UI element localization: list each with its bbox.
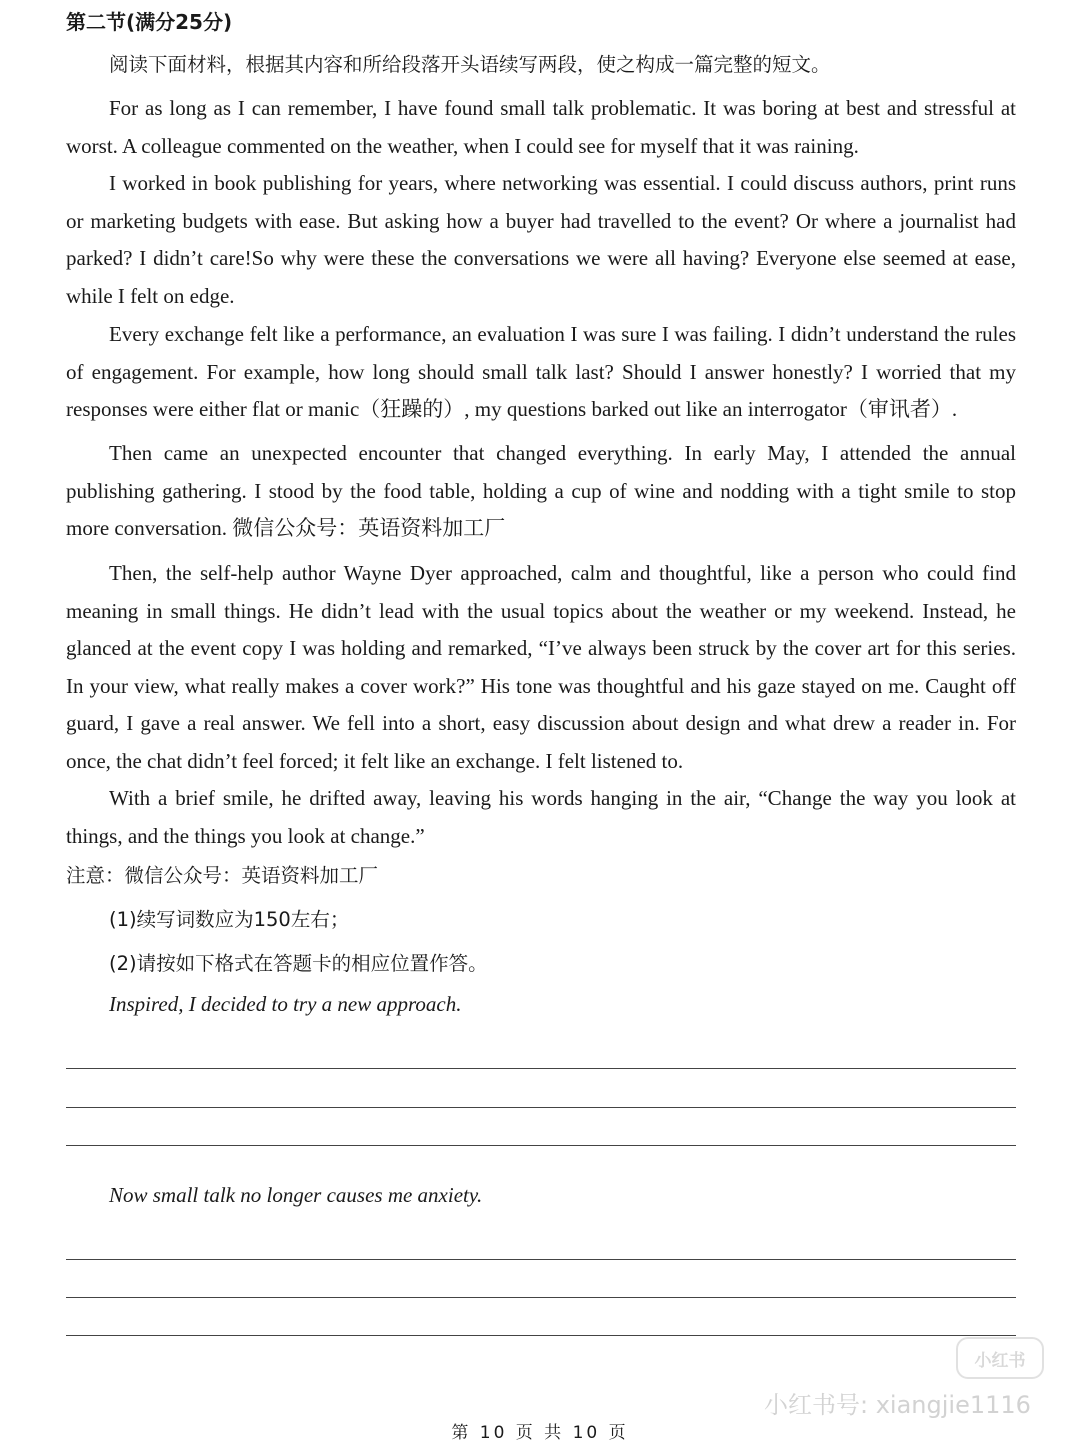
passage-paragraph-3: Every exchange felt like a performance, an evaluation I was sure I was failing. I didn’t understand the rules of engagement. For example, how long should small talk last? Should I answer honestly? I worried that my responses were either flat or manic（狂躁的）, my questions barked out like an interrogator（审讯者）.: [66, 322, 1016, 422]
answer-line: [66, 1068, 1016, 1069]
passage-paragraph-6: With a brief smile, he drifted away, leaving his words hanging in the air, “Change the way you look at things, and the things you look at change.”: [66, 786, 1016, 848]
note-label: 注意：微信公众号：英语资料加工厂: [66, 864, 379, 887]
watermark-account: 小红书号: xiangjie1116: [764, 1391, 1031, 1419]
answer-line: [66, 1107, 1016, 1108]
section-title: 第二节(满分25分): [66, 10, 233, 34]
passage-paragraph-2: I worked in book publishing for years, where networking was essential. I could discuss authors, print runs or marketing budgets with ease. But asking how a buyer had travelled to the event? Or where a journalist had parked? I didn’t care!So why were these the conversations we were all having? Everyone else seemed at ease, while I felt on edge.: [66, 171, 1016, 308]
requirement-1-text: (1)续写词数应为150左右；: [109, 908, 350, 931]
answer-line: [66, 1297, 1016, 1298]
answer-line: [66, 1335, 1016, 1336]
requirement-2-text: (2)请按如下格式在答题卡的相应位置作答。: [109, 952, 488, 975]
passage-paragraph-5: Then, the self-help author Wayne Dyer approached, calm and thoughtful, like a person who could find meaning in small things. He didn’t lead with the usual topics about the weather or my weekend. Instead, he glanced at the event copy I was holding and remarked, “I’ve always been struck by the cover art for this series. In your view, what really makes a cover work?” His tone was thoughtful and his gaze stayed on me. Caught off guard, I gave a real answer. We fell into a short, easy discussion about design and what drew a reader in. For once, the chat didn’t feel forced; it felt like an exchange. I felt listened to.: [66, 561, 1016, 773]
starter-sentence-2: Now small talk no longer causes me anxiety.: [109, 1183, 483, 1207]
starter-sentence-1: Inspired, I decided to try a new approach.: [109, 992, 462, 1016]
answer-line: [66, 1259, 1016, 1260]
page-footer: 第 10 页 共 10 页: [451, 1423, 629, 1443]
passage-paragraph-1: For as long as I can remember, I have found small talk problematic. It was boring at best and stressful at worst. A colleague commented on the weather, when I could see for myself that it was raining.: [66, 96, 1016, 158]
requirement-2: [109, 948, 488, 976]
passage-paragraph-4: Then came an unexpected encounter that changed everything. In early May, I attended the annual publishing gathering. I stood by the food table, holding a cup of wine and nodding with a tight smile to stop more conversation. 微信公众号：英语资料加工厂: [66, 441, 1016, 541]
instruction-text: 阅读下面材料，根据其内容和所给段落开头语续写两段，使之构成一篇完整的短文。: [109, 53, 831, 76]
requirement-1: [109, 904, 349, 932]
watermark-logo: 小红书: [956, 1337, 1044, 1379]
answer-line: [66, 1145, 1016, 1146]
